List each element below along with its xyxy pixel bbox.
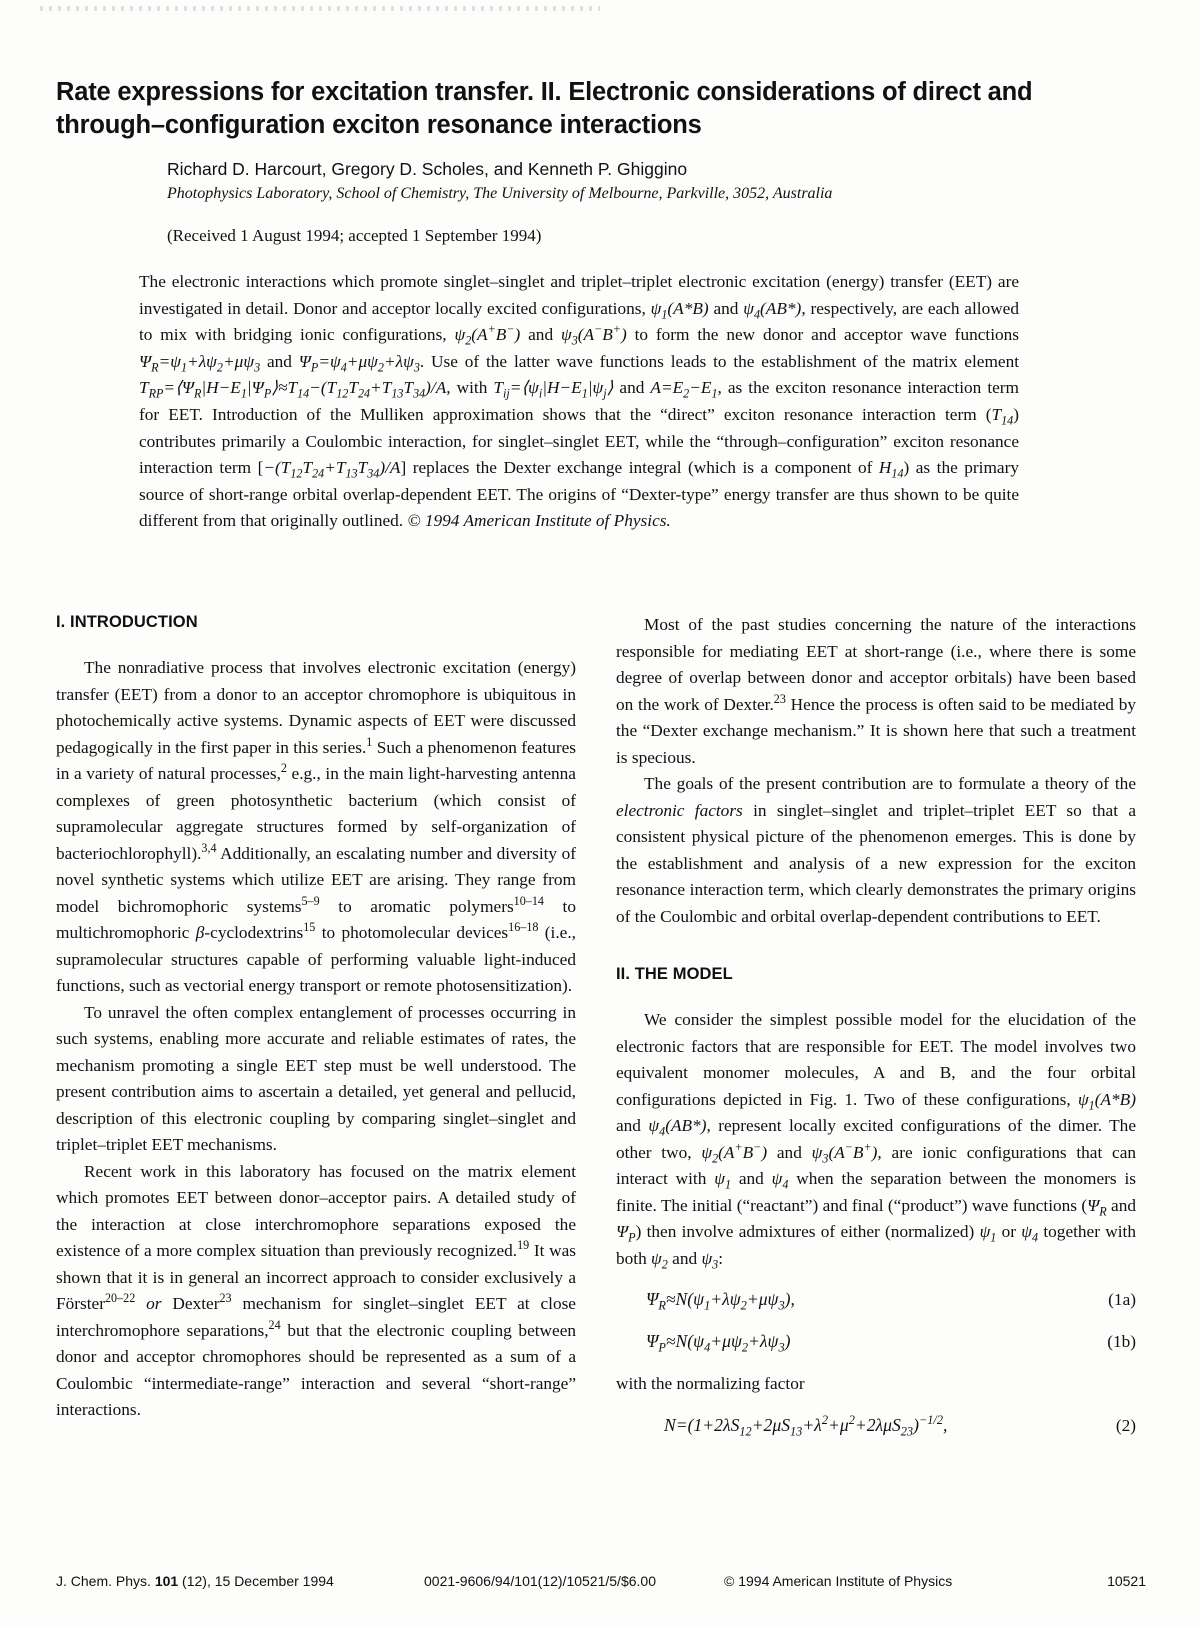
page-footer xyxy=(56,1572,1146,1590)
abstract-text-8: , with xyxy=(446,378,494,398)
intro-paragraph-3 xyxy=(56,1159,576,1424)
intro-p1-text-6: to multichromophoric xyxy=(56,896,576,942)
model-text-6: and xyxy=(731,1169,772,1188)
psi-R-equation: $\Psi_R=\psi_1+\lambda\psi_2+\mu\psi_3$ xyxy=(139,351,261,375)
equation-1a-number: (1a) xyxy=(1108,1290,1136,1309)
ref-15: 15 xyxy=(303,920,316,935)
abstract xyxy=(139,269,1019,535)
model-psi-R: $\Psi_R$ xyxy=(1087,1195,1107,1218)
model-text-8: and xyxy=(1106,1195,1136,1215)
affiliation: Photophysics Laboratory, School of Chemistry, The University of Melbourne, Parkville, 3052, Australia xyxy=(167,185,833,202)
ref-1: 1 xyxy=(366,734,373,749)
ref-10-14: 10–14 xyxy=(513,893,544,908)
received-date: (Received 1 August 1994; accepted 1 September 1994) xyxy=(167,226,542,245)
electronic-factors-italic: electronic factors xyxy=(616,800,743,820)
intro-p1-text-4: Additionally, an escalating number and diversity of novel synthetic systems which utilize EET are arising. They range from model bichromophoric systems xyxy=(56,843,576,916)
intro-p1-text-2: Such a phenomenon features in a variety of natural processes, xyxy=(56,737,576,783)
psi-3-symbol: $\psi_3(A^-B^+)$ xyxy=(560,322,627,348)
intro-p1-text-5: to aromatic polymers xyxy=(319,896,514,916)
model-text-13: : xyxy=(718,1248,724,1268)
two-column-body xyxy=(56,612,1146,1517)
right-paragraph-2 xyxy=(616,771,1136,930)
model-psi-1b: $\psi_1$ xyxy=(714,1169,731,1192)
byline-block xyxy=(139,158,1146,247)
ref-23-right: 23 xyxy=(773,691,786,706)
page-title: Rate expressions for excitation transfer. II. Electronic considerations of direct and through–configuration exciton resonance interactions xyxy=(56,78,1033,139)
through-configuration-term: $-(T_{12}T_{24}+T_{13}T_{34})/A$ xyxy=(263,458,401,481)
ref-23: 23 xyxy=(219,1291,232,1306)
psi-2-symbol: $\psi_2(A^+B^-)$ xyxy=(454,322,521,348)
equation-2-number: (2) xyxy=(1115,1415,1136,1435)
abstract-text-11: ) contributes primarily a Coulombic interaction, for singlet–singlet EET, while the “through–configuration” exciton resonance interaction term [ xyxy=(139,404,1019,478)
model-psi-P: $\Psi_P$ xyxy=(616,1222,636,1245)
model-psi-2: $\psi_2(A^+B^-)$ xyxy=(701,1139,768,1165)
equation-1a xyxy=(616,1286,1136,1314)
right-column xyxy=(616,612,1136,1439)
tij-definition: $T_{ij}=⟨\psi_i|H-E_1|\psi_j⟩$ xyxy=(493,378,614,401)
t14-symbol: $T_{14}$ xyxy=(991,404,1014,428)
abstract-text-13: ) as the primary source of short-range orbital overlap-dependent EET. The origins of “Dexter-type” energy transfer are thus shown to be quite different from that originally outlined. xyxy=(139,458,1019,531)
normalizing-factor-text: with the normalizing factor xyxy=(616,1374,805,1393)
ref-16-18: 16–18 xyxy=(508,920,539,935)
footer-page-number: 10521 xyxy=(1107,1573,1146,1589)
ref-20-22: 20–22 xyxy=(104,1291,136,1306)
abstract-text-5: to form the new donor and acceptor wave functions xyxy=(626,325,1019,345)
model-psi-4b: $\psi_4$ xyxy=(771,1169,789,1192)
equation-2-body: $N=(1+2\lambda S_{12}+2\mu S_{13}+\lambda^2+\mu^2+2\lambda\mu S_{23})^{-1/2}$, xyxy=(664,1412,948,1439)
model-text-10: or xyxy=(996,1222,1022,1241)
right-p1-text-2: Hence the process is often said to be mediated by the “Dexter exchange mechanism.” It is shown here that such a treatment is specious. xyxy=(616,694,1136,767)
model-text-5: , are ionic configurations that can interact with xyxy=(616,1142,1137,1188)
intro-p3-text-1: Recent work in this laboratory has focused on the matrix element which promotes EET between donor–acceptor pairs. A detailed study of the interaction at close interchromophore separations exposed the existence of a more complex situation than previously recognized. xyxy=(56,1161,576,1260)
abstract-text-9: and xyxy=(613,378,651,398)
model-psi-3c: $\psi_3$ xyxy=(701,1248,719,1271)
intro-paragraph-2: To unravel the often complex entanglement of processes occurring in such systems, enabling more accurate and reliable estimates of rates, the mechanism promoting a single EET step must be well understood. The present contribution aims to ascertain a detailed, yet general and pellucid, description of this electronic coupling by comparing singlet–singlet and triplet–triplet EET mechanisms. xyxy=(56,1002,576,1154)
intro-p3-text-3: Dexter xyxy=(161,1294,220,1313)
abstract-text-2: and xyxy=(708,298,744,318)
right-p2-text-1: The goals of the present contribution are to formulate a theory of the xyxy=(644,774,1136,793)
equation-1b-number: (1b) xyxy=(1107,1331,1136,1351)
intro-p3-text-4: mechanism for singlet–singlet EET at close interchromophore separations, xyxy=(56,1294,576,1340)
model-psi-1c: $\psi_1$ xyxy=(979,1222,997,1245)
authors-list: Richard D. Harcourt, Gregory D. Scholes, and Kenneth P. Ghiggino xyxy=(167,159,688,179)
right-paragraph-1 xyxy=(616,612,1136,771)
model-psi-4: $\psi_4(AB*)$ xyxy=(648,1116,707,1139)
article-header xyxy=(56,76,1146,535)
a-definition: $A=E_2-E_1$ xyxy=(650,378,718,401)
model-psi-1: $\psi_1(A*B)$ xyxy=(1077,1089,1136,1112)
abstract-text-6: and xyxy=(260,351,299,371)
model-text-12: and xyxy=(667,1248,702,1268)
model-text-7: when the separation between the monomers is finite. The initial (“reactant”) and final (“product”) wave functions ( xyxy=(616,1169,1136,1215)
psi-4-symbol: $\psi_4(AB*)$ xyxy=(743,298,802,322)
model-psi-4c: $\psi_4$ xyxy=(1021,1222,1039,1245)
intro-paragraph-1 xyxy=(56,655,576,1000)
equation-1b-body: $\Psi_P\approx N(\psi_4+\mu\psi_2+\lambda\psi_3)$ xyxy=(646,1330,791,1355)
section-heading-model: II. THE MODEL xyxy=(616,965,733,983)
abstract-text-10: , as the exciton resonance interaction term for EET. Introduction of the Mulliken approximation shows that the “direct” exciton resonance interaction term ( xyxy=(139,378,1019,424)
beta-symbol: β xyxy=(195,923,205,942)
abstract-text-3: , respectively, are each allowed to mix with bridging ionic configurations, xyxy=(139,298,1019,345)
intro-p1-text-7: -cyclodextrins xyxy=(204,923,304,942)
ref-24: 24 xyxy=(268,1317,281,1332)
equation-1b xyxy=(616,1328,1136,1356)
footer-article-code: 0021-9606/94/101(12)/10521/5/$6.00 xyxy=(424,1573,656,1589)
psi-1-symbol: $\psi_1(A*B)$ xyxy=(650,298,709,322)
h14-symbol: $H_{14}$ xyxy=(878,458,904,481)
section-heading-introduction: I. INTRODUCTION xyxy=(56,613,198,631)
abstract-text-1: The electronic interactions which promote singlet–singlet and triplet–triplet electronic excitation (energy) transfer (EET) are investigated in detail. Donor and acceptor locally excited configurations, xyxy=(139,272,1019,318)
model-text-2: and xyxy=(616,1116,649,1135)
intro-p1-text-8: to photomolecular devices xyxy=(315,923,509,942)
model-paragraph-1 xyxy=(616,1007,1136,1272)
ref-19: 19 xyxy=(517,1238,530,1253)
right-p2-text-2: in singlet–singlet and triplet–triplet EET so that a consistent physical picture of the phenomenon emerges. This is done by the establishment and analysis of a new expression for the exciton resonance interaction term, which clearly demonstrates the primary origins of the Coulombic and orbital overlap-dependent contributions to EET. xyxy=(616,800,1136,926)
model-text-11: together with both xyxy=(616,1222,1136,1268)
psi-P-equation: $\Psi_P=\psi_4+\mu\psi_2+\lambda\psi_3$ xyxy=(298,351,420,375)
footer-copyright: © 1994 American Institute of Physics xyxy=(724,1573,953,1589)
ref-2: 2 xyxy=(280,761,287,776)
abstract-text-7: . Use of the latter wave functions leads to the establishment of the matrix element xyxy=(419,351,1020,371)
intro-p3-space xyxy=(135,1294,146,1313)
model-psi-3: $\psi_3(A^-B^+)$ xyxy=(811,1139,878,1165)
trp-matrix-element: $T_{RP}=⟨\Psi_R|H-E_1|\Psi_P⟩\approx T_{14}-(T_{12}T_{24}+T_{13}T_{34})/A$ xyxy=(139,378,447,401)
footer-journal-citation: J. Chem. Phys. 101 (12), 15 December 1994 xyxy=(56,1573,334,1589)
model-psi-2c: $\psi_2$ xyxy=(651,1248,668,1271)
intro-p3-text-2: It was shown that it is in general an incorrect approach to consider exclusively a Förster xyxy=(56,1241,576,1313)
intro-p1-text-9: (i.e., supramolecular structures capable of performing valuable light-induced functions, such as vectorial energy transport or remote photosensitization). xyxy=(56,923,576,995)
intro-p1-text-3: e.g., in the main light-harvesting antenna complexes of green photosynthetic bacterium (which consist of supramolecular aggregate structures formed by self-organization of bacteriochlorophyll). xyxy=(56,764,576,863)
ref-5-9: 5–9 xyxy=(301,893,320,908)
ref-3-4: 3,4 xyxy=(201,840,217,855)
abstract-text-4: and xyxy=(520,325,561,345)
model-text-1: We consider the simplest possible model for the elucidation of the electronic factors that are responsible for EET. The model involves two equivalent monomer molecules, A and B, and the four orbital configurations depicted in Fig. 1. Two of these configurations, xyxy=(616,1010,1136,1109)
scan-artifact xyxy=(40,6,600,11)
model-text-9: ) then involve admixtures of either (normalized) xyxy=(635,1222,980,1241)
equation-2 xyxy=(616,1412,1136,1440)
left-column xyxy=(56,612,576,1424)
abstract-copyright: © 1994 American Institute of Physics. xyxy=(407,511,671,531)
intro-p3-text-5: but that the electronic coupling between donor and acceptor chromophores should be represented as a sum of a Coulombic “intermediate-range” interaction and several “short-range” interactions. xyxy=(56,1320,576,1419)
abstract-text-12: ] replaces the Dexter exchange integral (which is a component of xyxy=(400,458,879,478)
intro-p1-text-1: The nonradiative process that involves electronic excitation (energy) transfer (EET) from a donor to an acceptor chromophore is ubiquitous in photochemically active systems. Dynamic aspects of EET were discussed pedagogically in the first paper in this series. xyxy=(56,658,576,757)
or-italic: or xyxy=(146,1294,162,1313)
model-text-4: and xyxy=(767,1142,812,1162)
model-text-3: , represent locally excited configurations of the dimer. The other two, xyxy=(616,1116,1136,1162)
right-p1-text-1: Most of the past studies concerning the nature of the interactions responsible for mediating EET at short-range (i.e., where there is some degree of overlap between donor and acceptor orbitals) have been based on the work of Dexter. xyxy=(616,615,1136,714)
equation-1a-body: $\Psi_R\approx N(\psi_1+\lambda\psi_2+\mu\psi_3)$, xyxy=(646,1289,795,1313)
